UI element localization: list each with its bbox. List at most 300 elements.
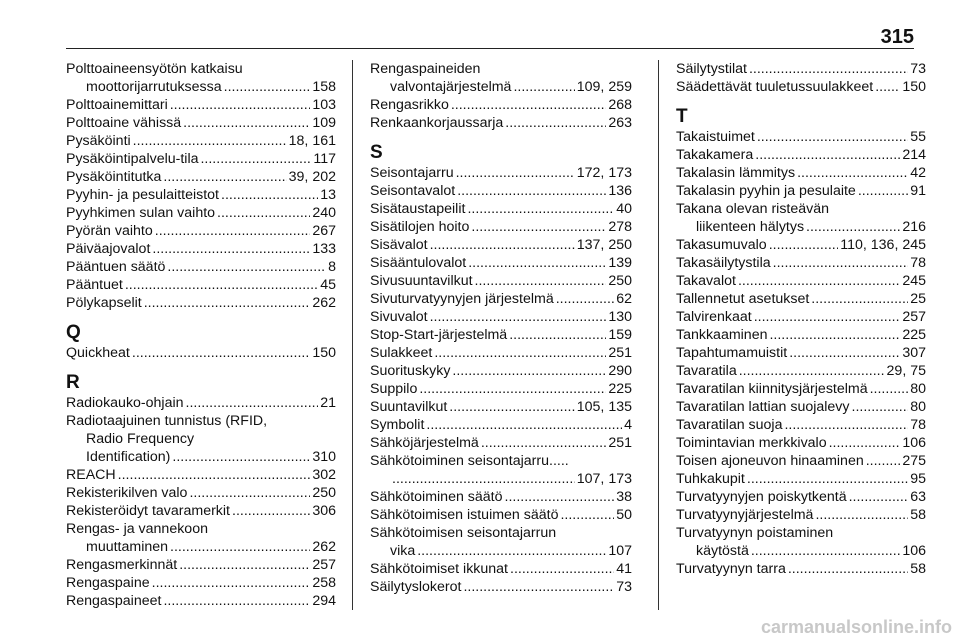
dot-leader — [456, 164, 575, 182]
index-entry-text: Takasumuvalo — [676, 237, 767, 253]
index-letter: R — [66, 372, 80, 393]
index-entry-text: Päiväajovalot — [66, 241, 151, 257]
page-reference: 21 — [320, 395, 336, 411]
page-reference: 13 — [320, 187, 336, 203]
dot-leader — [419, 380, 606, 398]
dot-leader — [430, 236, 575, 254]
index-entry — [370, 308, 632, 326]
dot-leader — [392, 470, 575, 488]
index-entry-text: Seisontajarru — [370, 165, 454, 181]
index-letter: S — [370, 142, 383, 163]
page-reference: 63 — [910, 489, 926, 505]
index-entry — [676, 398, 926, 416]
index-entry — [676, 488, 926, 506]
index-entry-text: muuttaminen — [86, 539, 169, 555]
index-entry — [66, 222, 336, 240]
page-reference: 250 — [608, 273, 632, 289]
dot-leader — [132, 344, 310, 362]
dot-leader — [769, 236, 839, 254]
index-entry — [370, 344, 632, 362]
dot-leader — [417, 542, 606, 560]
index-entry-text: Turvatyynyn tarra — [676, 561, 786, 577]
dot-leader — [560, 506, 614, 524]
page-reference: 103 — [312, 97, 336, 113]
index-entry — [66, 258, 336, 276]
page-reference: 80 — [910, 399, 926, 415]
page-reference: 150 — [312, 345, 336, 361]
page-reference: 18, 161 — [288, 133, 336, 149]
page-reference: 73 — [910, 61, 926, 77]
index-entry — [676, 128, 926, 146]
page-reference: 107 — [608, 543, 632, 559]
index-entry-text: Suuntavilkut — [370, 399, 448, 415]
dot-leader — [430, 308, 607, 326]
index-entry — [66, 150, 336, 168]
dot-leader — [452, 362, 606, 380]
index-entry — [370, 524, 632, 560]
page-reference: 214 — [902, 147, 926, 163]
index-letter: Q — [66, 322, 81, 343]
index-entry — [66, 466, 336, 484]
page-reference: 45 — [320, 277, 336, 293]
page-reference: 58 — [910, 561, 926, 577]
index-entry-text: Tavaratilan lattian suojalevy — [676, 399, 850, 415]
index-entry — [370, 398, 632, 416]
page-reference: 150 — [902, 79, 926, 95]
column-divider — [352, 60, 353, 610]
index-entry — [66, 60, 336, 96]
index-entry-text: Sisätilojen hoito — [370, 219, 470, 235]
page-reference: 130 — [608, 309, 632, 325]
index-entry-text: Pyyhkimen sulan vaihto — [66, 205, 216, 221]
page-reference: 50 — [616, 507, 632, 523]
index-entry — [370, 434, 632, 452]
dot-leader — [481, 434, 607, 452]
index-entry — [66, 186, 336, 204]
page-reference: 39, 202 — [288, 169, 336, 185]
index-entry — [66, 344, 336, 362]
page-reference: 294 — [312, 593, 336, 609]
page-reference: 107, 173 — [576, 471, 632, 487]
index-entry-text: Takana olevan risteävän — [676, 201, 830, 217]
index-entry-text: Radiokauko-ohjain — [66, 395, 184, 411]
dot-leader — [467, 200, 614, 218]
dot-leader — [852, 398, 909, 416]
index-entry-text: Identification) — [86, 449, 171, 465]
index-entry — [676, 380, 926, 398]
dot-leader — [556, 290, 614, 308]
index-entry-text: Pyyhin- ja pesulaitteistot — [66, 187, 219, 203]
dot-leader — [163, 168, 286, 186]
index-entry — [370, 254, 632, 272]
dot-leader — [815, 506, 908, 524]
page-reference: 58 — [910, 507, 926, 523]
index-entry-text: Takakamera — [676, 147, 754, 163]
index-entry — [66, 132, 336, 150]
page-reference: 158 — [312, 79, 336, 95]
index-entry — [370, 200, 632, 218]
index-entry — [676, 452, 926, 470]
page-reference: 73 — [616, 579, 632, 595]
index-entry-text: Pääntuet — [66, 277, 123, 293]
page-reference: 55 — [910, 129, 926, 145]
dot-leader — [118, 466, 311, 484]
index-entry — [370, 218, 632, 236]
index-entry — [66, 592, 336, 610]
watermark: carmanualsonline.info — [760, 617, 952, 637]
index-entry-text: Sähkötoiminen säätö — [370, 489, 503, 505]
page-reference: 257 — [902, 309, 926, 325]
dot-leader — [133, 132, 287, 150]
index-entry — [676, 60, 926, 78]
page-reference: 245 — [902, 273, 926, 289]
index-entry-text: valvontajärjestelmä — [390, 79, 512, 95]
index-entry-text: Säilytyslokerot — [370, 579, 462, 595]
index-entry-text: Suppilo — [370, 381, 418, 397]
dot-leader — [463, 578, 614, 596]
page-reference: 257 — [312, 557, 336, 573]
dot-leader — [155, 222, 311, 240]
page-reference: 225 — [902, 327, 926, 343]
page-reference: 8 — [328, 259, 336, 275]
index-entry — [676, 416, 926, 434]
index-entry-text: Takalasin pyyhin ja pesulaite — [676, 183, 856, 199]
index-entry-text: Säilytystilat — [676, 61, 747, 77]
index-entry — [676, 362, 926, 380]
index-entry-text: Radiotaajuinen tunnistus (RFID, — [66, 413, 268, 429]
index-entry-text: Turvatyynyjärjestelmä — [676, 507, 814, 523]
index-entry-text: Rekisteröidyt tavaramerkit — [66, 503, 230, 519]
index-entry-text: Rengas- ja vannekoon — [66, 521, 208, 537]
index-entry — [676, 344, 926, 362]
index-entry — [676, 78, 926, 96]
dot-leader — [167, 258, 326, 276]
dot-leader — [451, 96, 606, 114]
page-reference: 105, 135 — [576, 399, 632, 415]
page-reference: 4 — [624, 417, 632, 433]
index-entry — [66, 520, 336, 556]
index-entry — [66, 276, 336, 294]
index-entry-text: Sivuvalot — [370, 309, 428, 325]
index-entry-text: Pysäköinti — [66, 133, 131, 149]
index-entry — [66, 412, 336, 466]
page-reference: 41 — [616, 561, 632, 577]
index-entry — [370, 326, 632, 344]
index-entry-text: Toimintavian merkkivalo — [676, 435, 827, 451]
index-entry-text: Talvirenkaat — [676, 309, 752, 325]
index-entry — [676, 164, 926, 182]
column-divider — [658, 60, 659, 610]
index-entry-text: Sähköjärjestelmä — [370, 435, 479, 451]
index-entry-text: Polttoaine vähissä — [66, 115, 182, 131]
dot-leader — [769, 326, 900, 344]
page-reference: 268 — [608, 97, 632, 113]
index-entry — [370, 96, 632, 114]
page-reference: 136 — [608, 183, 632, 199]
dot-leader — [789, 344, 900, 362]
index-entry-text: Suorituskyky — [370, 363, 451, 379]
dot-leader — [170, 538, 310, 556]
index-entry — [66, 204, 336, 222]
index-entry-text: Tavaratilan kiinnitysjärjestelmä — [676, 381, 868, 397]
page-reference: 240 — [312, 205, 336, 221]
index-entry-text: REACH — [66, 467, 116, 483]
dot-leader — [849, 488, 909, 506]
index-entry — [370, 560, 632, 578]
index-entry-text: moottorijarrutuksessa — [86, 79, 222, 95]
index-entry — [66, 394, 336, 412]
dot-leader — [751, 542, 900, 560]
index-entry-text: Sisääntulovalot — [370, 255, 467, 271]
index-entry-text: Sisävalot — [370, 237, 428, 253]
index-entry-text: Renkaankorjaussarja — [370, 115, 504, 131]
index-column-3 — [676, 60, 926, 578]
dot-leader — [513, 78, 574, 96]
dot-leader — [183, 114, 310, 132]
page-reference: 62 — [616, 291, 632, 307]
index-entry — [370, 380, 632, 398]
index-entry-text: Tuhkakupit — [676, 471, 745, 487]
dot-leader — [747, 470, 908, 488]
dot-leader — [784, 416, 908, 434]
index-entry — [370, 452, 632, 488]
index-entry — [676, 326, 926, 344]
index-entry-text: Sivusuuntavilkut — [370, 273, 473, 289]
index-entry — [676, 470, 926, 488]
dot-leader — [505, 114, 606, 132]
page-reference: 106 — [902, 435, 926, 451]
index-entry-text: Polttoaineensyötön katkaisu — [66, 61, 243, 77]
index-entry-text: Pysäköintipalvelu-tila — [66, 151, 199, 167]
dot-leader — [217, 204, 310, 222]
index-entry-text: Säädettävät tuuletussuulakkeet — [676, 79, 874, 95]
page-reference: 106 — [902, 543, 926, 559]
index-entry-text: Sähkötoimisen seisontajarrun — [370, 525, 557, 541]
dot-leader — [738, 272, 900, 290]
dot-leader — [471, 218, 606, 236]
index-entry — [370, 290, 632, 308]
dot-leader — [739, 362, 885, 380]
dot-leader — [749, 60, 908, 78]
page-reference: 42 — [910, 165, 926, 181]
page-reference: 251 — [608, 345, 632, 361]
index-entry-text: Rengaspaine — [66, 575, 150, 591]
index-column-2 — [370, 60, 632, 596]
index-entry-text: Tallennetut asetukset — [676, 291, 810, 307]
index-entry-text: Takavalot — [676, 273, 736, 289]
index-entry-text: Sulakkeet — [370, 345, 433, 361]
dot-leader — [449, 398, 574, 416]
index-entry-text: Tavaratila — [676, 363, 737, 379]
dot-leader — [757, 128, 908, 146]
index-entry — [370, 272, 632, 290]
index-entry — [370, 236, 632, 254]
index-entry-text: Rengaspaineet — [66, 593, 162, 609]
dot-leader — [811, 290, 908, 308]
dot-leader — [754, 308, 901, 326]
page-reference: 251 — [608, 435, 632, 451]
page-reference: 109 — [312, 115, 336, 131]
dot-leader — [125, 276, 318, 294]
page-reference: 78 — [910, 255, 926, 271]
page-reference: 133 — [312, 241, 336, 257]
dot-leader — [773, 254, 909, 272]
index-entry-text: Tankkaaminen — [676, 327, 768, 343]
index-entry — [370, 578, 632, 596]
index-entry-text: käytöstä — [696, 543, 749, 559]
dot-leader — [152, 240, 310, 258]
page-reference: 225 — [608, 381, 632, 397]
page-reference: 117 — [313, 151, 336, 167]
page-reference: 250 — [312, 485, 336, 501]
index-entry-text: Tavaratilan suoja — [676, 417, 783, 433]
page-reference: 91 — [910, 183, 926, 199]
page-reference: 307 — [902, 345, 926, 361]
dot-leader — [866, 452, 901, 470]
index-entry — [66, 114, 336, 132]
page-reference: 262 — [312, 295, 336, 311]
index-entry — [676, 272, 926, 290]
page-reference: 78 — [910, 417, 926, 433]
index-entry — [370, 164, 632, 182]
dot-leader — [232, 502, 310, 520]
index-entry-text: Turvatyynyjen poiskytkentä — [676, 489, 847, 505]
dot-leader — [152, 574, 311, 592]
index-entry — [370, 506, 632, 524]
page-reference: 38 — [616, 489, 632, 505]
dot-leader — [426, 416, 622, 434]
dot-leader — [457, 182, 606, 200]
dot-leader — [870, 380, 909, 398]
page-reference: 110, 136, 245 — [840, 237, 926, 253]
page-reference: 25 — [910, 291, 926, 307]
index-entry — [66, 96, 336, 114]
page-reference: 159 — [608, 327, 632, 343]
index-entry — [676, 434, 926, 452]
page-reference: 306 — [312, 503, 336, 519]
index-entry — [66, 294, 336, 312]
page-reference: 137, 250 — [576, 237, 632, 253]
page-reference: 40 — [616, 201, 632, 217]
index-entry — [66, 502, 336, 520]
page-number: 315 — [880, 26, 914, 48]
index-entry-text: Sähkötoimiset ikkunat — [370, 561, 509, 577]
page-reference: 258 — [312, 575, 336, 591]
index-entry-text: Radio Frequency — [86, 431, 195, 447]
index-entry-text: Tapahtumamuistit — [676, 345, 788, 361]
page-reference: 139 — [608, 255, 632, 271]
index-entry — [676, 308, 926, 326]
index-entry-text: Symbolit — [370, 417, 425, 433]
index-entry — [370, 114, 632, 132]
dot-leader — [170, 96, 311, 114]
index-entry-text: Takaistuimet — [676, 129, 755, 145]
page-reference: 80 — [910, 381, 926, 397]
index-entry-text: Rengasrikko — [370, 97, 449, 113]
index-entry — [370, 182, 632, 200]
page-reference: 29, 75 — [886, 363, 926, 379]
index-entry-text: Sisätaustapeilit — [370, 201, 466, 217]
index-entry — [676, 524, 926, 560]
page-reference: 302 — [312, 467, 336, 483]
index-entry-text: Rengasmerkinnät — [66, 557, 178, 573]
index-entry-text: Rekisterikilven valo — [66, 485, 188, 501]
page-reference: 95 — [910, 471, 926, 487]
index-entry — [676, 182, 926, 200]
index-entry-text: Quickheat — [66, 345, 130, 361]
dot-leader — [788, 560, 908, 578]
index-entry-text: Sähkötoimisen istuimen säätö — [370, 507, 559, 523]
page-reference: 263 — [608, 115, 632, 131]
dot-leader — [434, 344, 606, 362]
index-entry-text: Turvatyynyn poistaminen — [676, 525, 834, 541]
index-entry-text: vika — [390, 543, 416, 559]
index-entry — [370, 416, 632, 434]
dot-leader — [858, 182, 908, 200]
index-entry — [676, 560, 926, 578]
index-entry-text: Polttoainemittari — [66, 97, 168, 113]
index-entry-text: Sähkötoiminen seisontajarru..... — [370, 453, 569, 469]
index-entry — [66, 556, 336, 574]
page-reference: 262 — [312, 539, 336, 555]
dot-leader — [172, 448, 310, 466]
index-entry-text: Pyörän vaihto — [66, 223, 153, 239]
index-entry — [370, 362, 632, 380]
dot-leader — [755, 146, 900, 164]
index-entry-text: Pysäköintitutka — [66, 169, 162, 185]
index-entry — [676, 200, 926, 236]
index-entry-text: Seisontavalot — [370, 183, 456, 199]
index-entry-text: Takasäilytystila — [676, 255, 771, 271]
dot-leader — [797, 164, 908, 182]
dot-leader — [505, 488, 615, 506]
page-reference: 275 — [902, 453, 926, 469]
index-entry — [370, 60, 632, 96]
index-entry-text: liikenteen hälytys — [696, 219, 805, 235]
page-reference: 172, 173 — [576, 165, 632, 181]
index-entry — [66, 484, 336, 502]
dot-leader — [221, 186, 318, 204]
index-entry — [676, 290, 926, 308]
index-entry-text: Toisen ajoneuvon hinaaminen — [676, 453, 864, 469]
dot-leader — [179, 556, 310, 574]
index-letter: T — [676, 106, 688, 127]
dot-leader — [475, 272, 607, 290]
index-entry — [676, 254, 926, 272]
index-entry — [66, 240, 336, 258]
index-entry — [676, 236, 926, 254]
index-column-1 — [66, 60, 336, 610]
index-entry — [66, 168, 336, 186]
dot-leader — [144, 294, 311, 312]
index-entry-text: Pölykapselit — [66, 295, 142, 311]
dot-leader — [200, 150, 311, 168]
index-entry-text: Rengaspaineiden — [370, 61, 481, 77]
header-rule — [66, 48, 914, 49]
index-entry-text: Sivuturvatyynyjen järjestelmä — [370, 291, 554, 307]
dot-leader — [468, 254, 606, 272]
dot-leader — [224, 78, 311, 96]
index-entry — [676, 506, 926, 524]
page-reference: 109, 259 — [576, 79, 632, 95]
dot-leader — [509, 326, 606, 344]
page-reference: 290 — [608, 363, 632, 379]
dot-leader — [806, 218, 900, 236]
index-entry-text: Pääntuen säätö — [66, 259, 166, 275]
dot-leader — [189, 484, 310, 502]
index-entry — [676, 146, 926, 164]
dot-leader — [186, 394, 319, 412]
